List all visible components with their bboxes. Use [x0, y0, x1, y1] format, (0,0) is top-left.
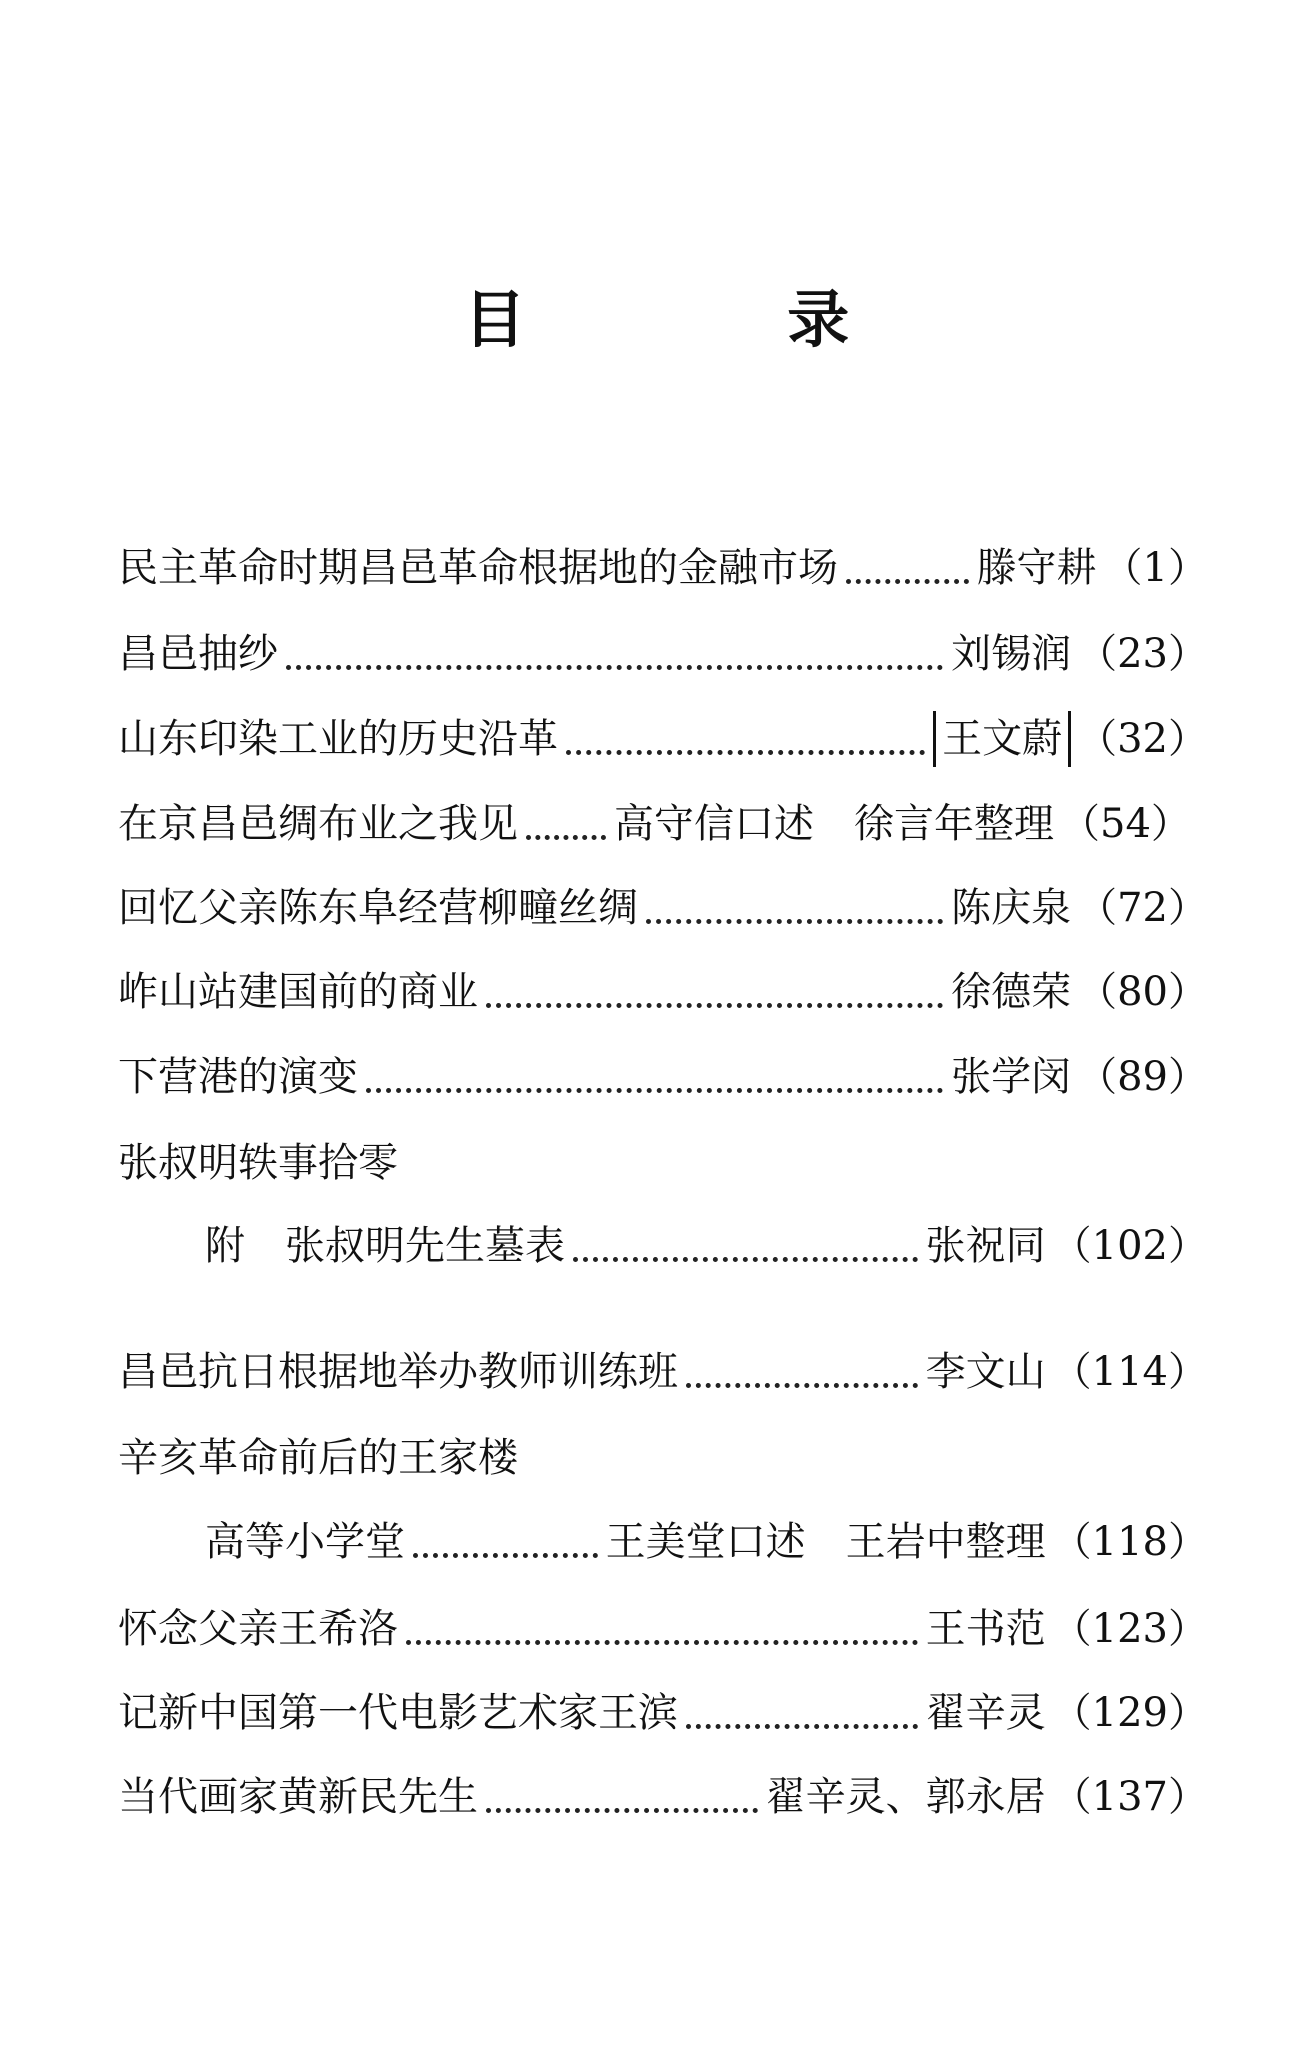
toc-entry-editor: 王岩中整理	[845, 1519, 1046, 1565]
toc-entry-page: （23）	[1077, 631, 1208, 677]
toc-entry-title: 在京昌邑绸布业之我见	[118, 801, 518, 847]
toc-entry-page: （54）	[1060, 801, 1191, 847]
dot-leader	[846, 579, 969, 584]
toc-entry-page: （118）	[1051, 1519, 1208, 1565]
dot-leader	[486, 1003, 943, 1008]
toc-entry	[118, 964, 1208, 1020]
toc-entry-title: 辛亥革命前后的王家楼	[118, 1435, 518, 1481]
toc-entry-author: 王美堂口述	[605, 1519, 806, 1565]
toc-entry-author: 李文山	[925, 1349, 1046, 1395]
toc-entry-title: 附 张叔明先生墓表	[205, 1223, 565, 1269]
dot-leader	[413, 1553, 598, 1558]
toc-entry-title: 民主革命时期昌邑革命根据地的金融市场	[118, 545, 838, 591]
dot-leader	[526, 835, 606, 840]
toc-entry-page: （1）	[1102, 545, 1208, 591]
toc-entry	[118, 711, 1208, 767]
toc-entry-page: （129）	[1051, 1690, 1208, 1736]
toc-entry-page: （137）	[1051, 1774, 1208, 1820]
toc-entry	[118, 880, 1208, 936]
toc-entry-page: （80）	[1077, 969, 1208, 1015]
page-title: 目 录	[463, 283, 970, 356]
toc-entry-page: （102）	[1051, 1223, 1208, 1269]
toc-entry-author: 刘锡润	[951, 631, 1072, 677]
toc-entry-author: 滕守耕	[976, 545, 1097, 591]
dot-leader	[646, 919, 943, 924]
toc-entry-title: 下营港的演变	[118, 1054, 358, 1100]
toc-entry-author: 王文蔚	[933, 711, 1071, 767]
toc-entry-page: （32）	[1077, 716, 1208, 762]
toc-entry	[118, 1430, 1208, 1486]
toc-entry	[118, 1049, 1208, 1105]
toc-entry-author: 翟辛灵	[925, 1690, 1046, 1736]
toc-entry	[118, 540, 1208, 596]
toc-entry	[205, 1514, 1208, 1570]
toc-entry	[118, 1135, 1208, 1191]
toc-entry-author: 徐德荣	[951, 969, 1072, 1015]
toc-entry-title: 高等小学堂	[205, 1519, 405, 1565]
toc-entry	[118, 1601, 1208, 1657]
toc-entry-editor: 徐言年整理	[854, 801, 1054, 847]
dot-leader	[686, 1724, 918, 1729]
toc-entry-author: 张祝同	[925, 1223, 1046, 1269]
toc-entry-author: 王书范	[925, 1606, 1046, 1652]
dot-leader	[486, 1808, 758, 1813]
toc-entry-title: 昌邑抗日根据地举办教师训练班	[118, 1349, 678, 1395]
dot-leader	[366, 1088, 943, 1093]
dot-leader	[406, 1640, 918, 1645]
toc-entry-page: （72）	[1077, 885, 1208, 931]
toc-entry-title: 张叔明轶事拾零	[118, 1140, 398, 1186]
toc-entry-title: 当代画家黄新民先生	[118, 1774, 478, 1820]
toc-entry-title: 岞山站建国前的商业	[118, 969, 478, 1015]
toc-entry	[118, 1344, 1208, 1400]
toc-entry	[205, 1218, 1208, 1274]
toc-entry-page: （123）	[1051, 1606, 1208, 1652]
toc-entry-author: 翟辛灵、郭永居	[765, 1774, 1046, 1820]
toc-entry-title: 山东印染工业的历史沿革	[118, 716, 558, 762]
toc-entry	[118, 796, 1208, 852]
toc-entry-title: 回忆父亲陈东阜经营柳疃丝绸	[118, 885, 638, 931]
toc-entry-page: （89）	[1077, 1054, 1208, 1100]
toc-entry-author: 陈庆泉	[951, 885, 1072, 931]
toc-entry-title: 怀念父亲王希洛	[118, 1606, 398, 1652]
toc-entry	[118, 1685, 1208, 1741]
toc-entry-author: 张学闵	[951, 1054, 1072, 1100]
dot-leader	[286, 665, 943, 670]
toc-entry-author: 高守信口述	[614, 801, 814, 847]
toc-entry-title: 昌邑抽纱	[118, 631, 278, 677]
toc-entry	[118, 626, 1208, 682]
toc-entry-title: 记新中国第一代电影艺术家王滨	[118, 1690, 678, 1736]
dot-leader	[686, 1383, 918, 1388]
toc-entry	[118, 1769, 1208, 1825]
toc-entry-page: （114）	[1051, 1349, 1208, 1395]
dot-leader	[573, 1257, 918, 1262]
dot-leader	[566, 750, 925, 755]
